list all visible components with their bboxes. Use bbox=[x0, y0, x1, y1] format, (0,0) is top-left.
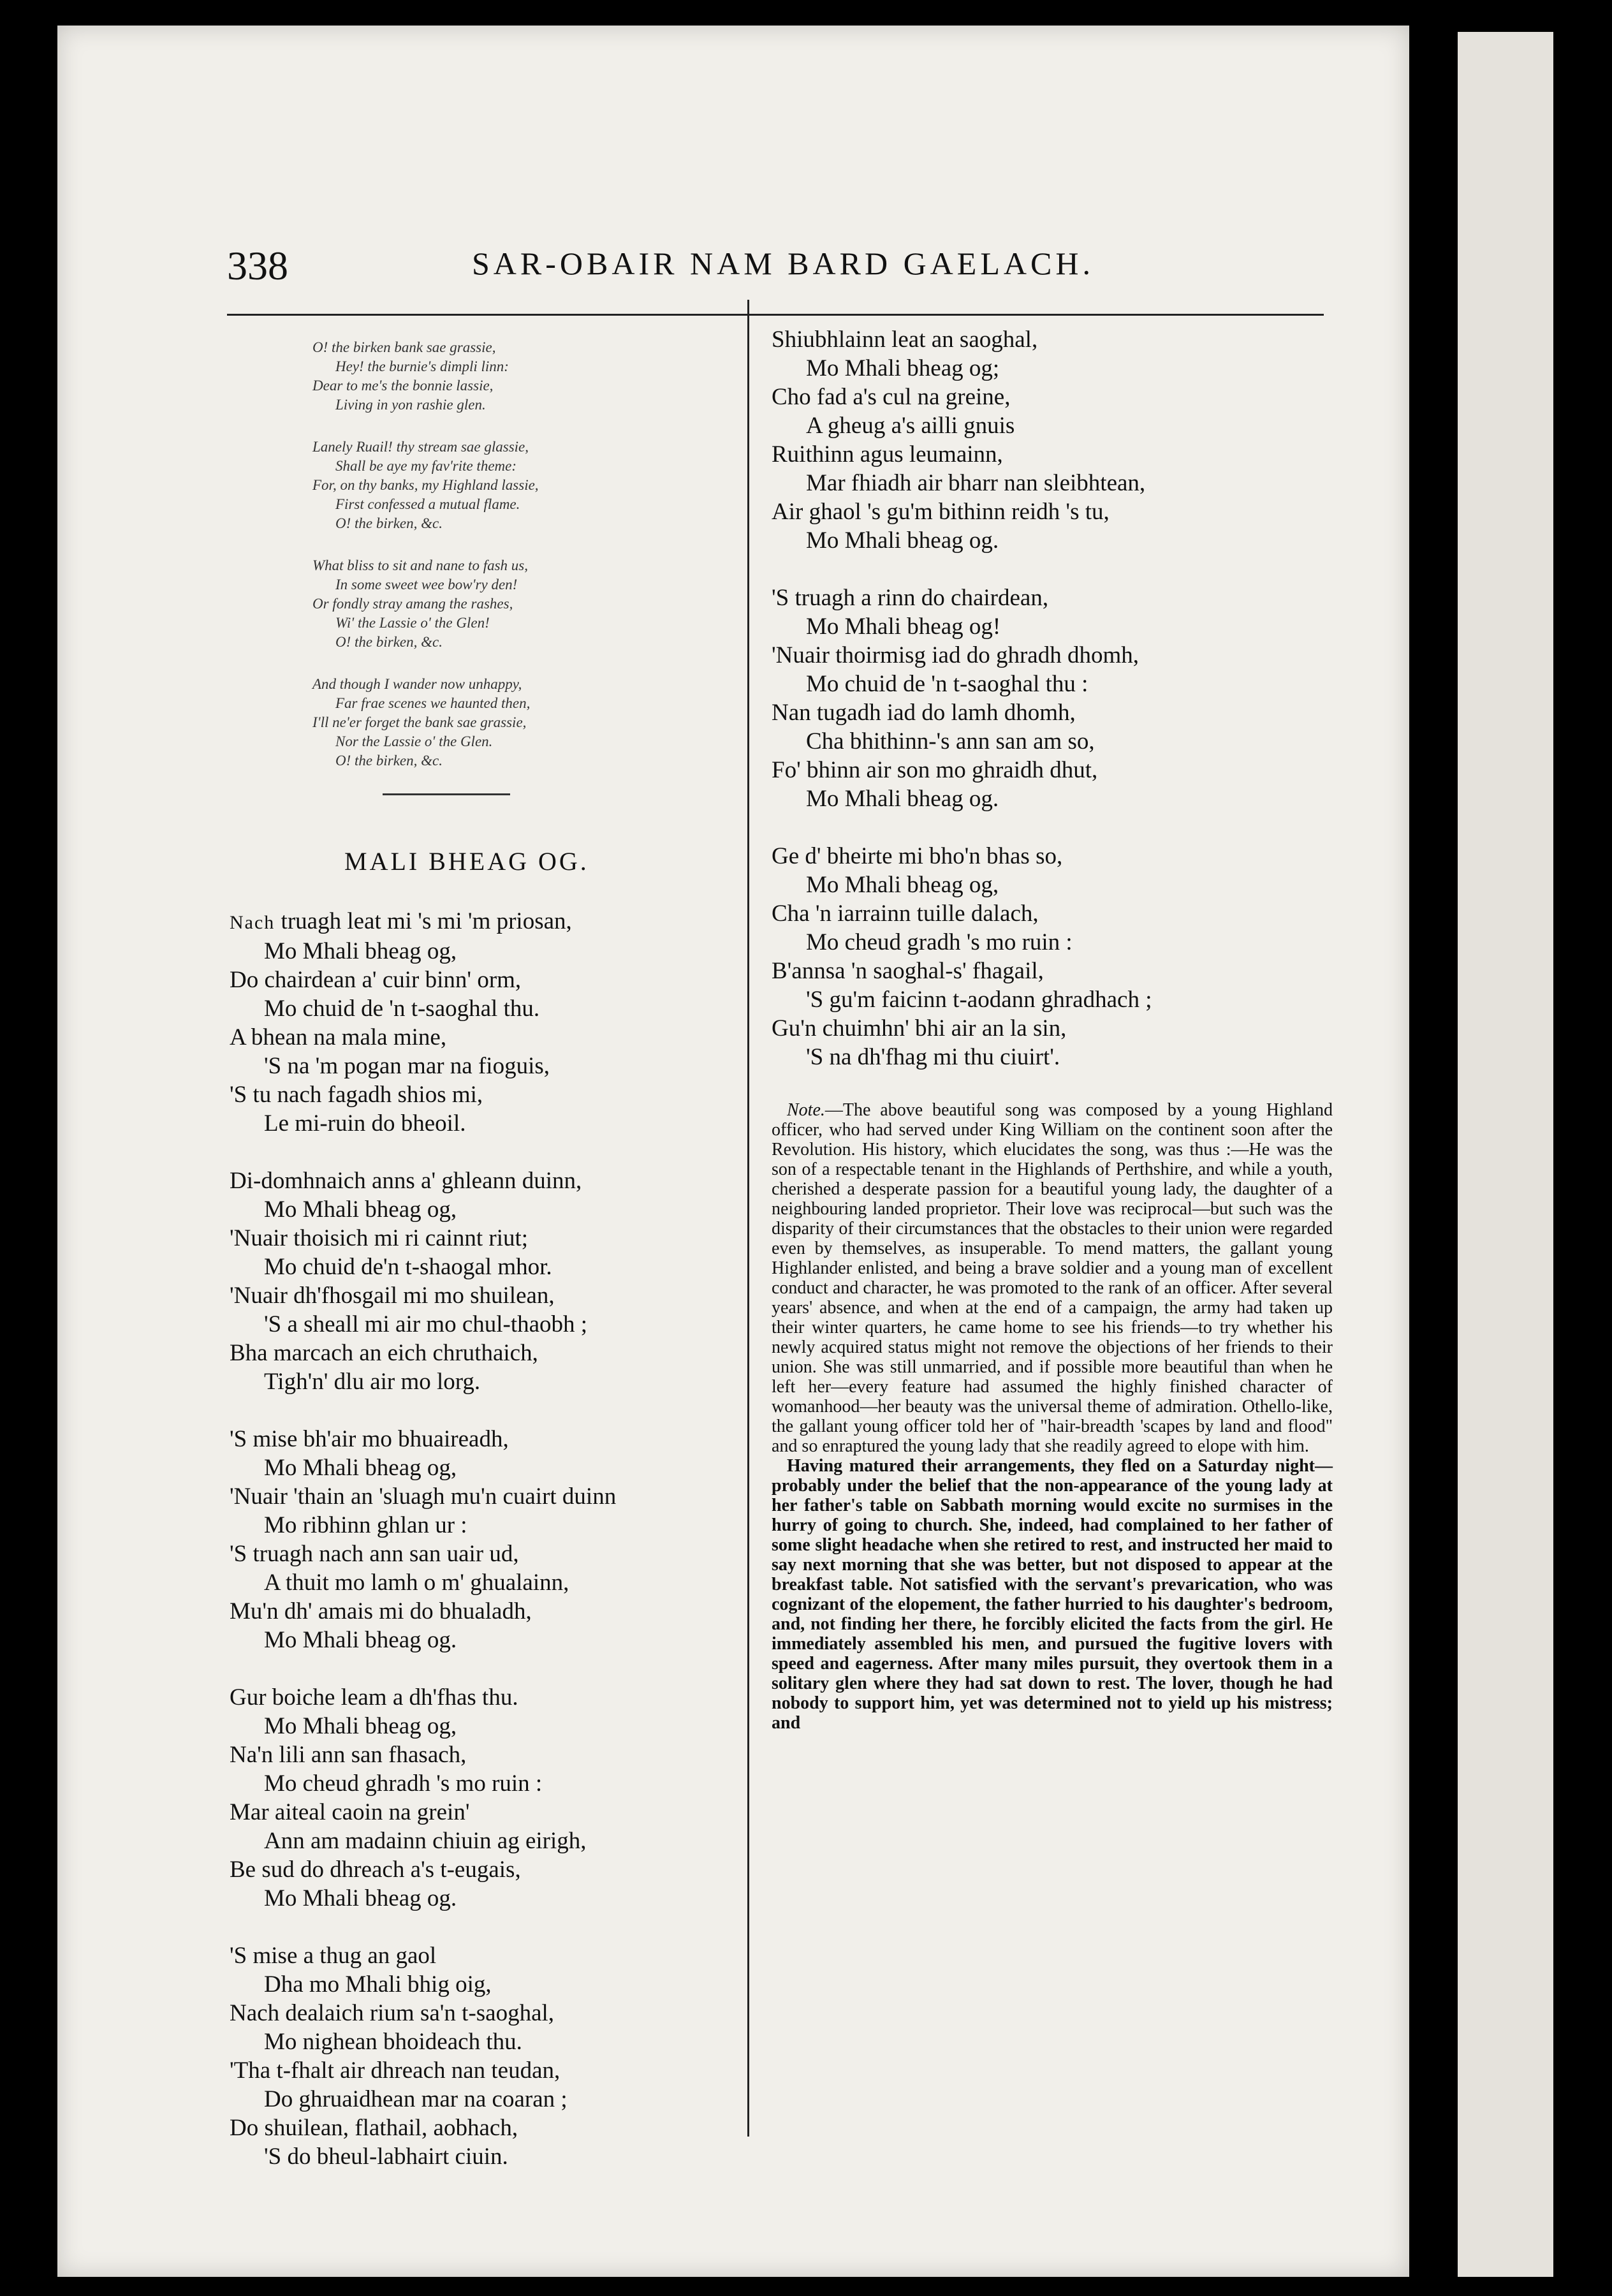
verse-line: Mo Mhali bheag og, bbox=[264, 1196, 457, 1223]
song-title: MALI BHEAG OG. bbox=[344, 847, 589, 876]
verse-line bbox=[230, 907, 740, 937]
verse-line: Mo Mhali bheag og! bbox=[806, 614, 1001, 640]
poem-stanza bbox=[230, 1425, 740, 1654]
verse-line: Lanely Ruail! thy stream sae glassie, bbox=[312, 439, 529, 455]
historical-note bbox=[772, 1100, 1333, 1733]
verse-line: 'S mise a thug an gaol bbox=[230, 1943, 437, 1969]
section-divider bbox=[383, 793, 510, 795]
scots-stanza bbox=[312, 556, 740, 652]
verse-line: Mo Mhali bheag og. bbox=[806, 786, 999, 812]
gaelic-poem-left bbox=[230, 907, 740, 2171]
poem-stanza bbox=[230, 1166, 740, 1396]
verse-line: Be sud do dhreach a's t-eugais, bbox=[230, 1857, 521, 1883]
verse-line: Mo Mhali bheag og. bbox=[806, 527, 999, 554]
verse-line: Mo cheud ghradh 's mo ruin : bbox=[264, 1770, 543, 1797]
note-paragraph: Having matured their arrangements, they fled on a Saturday night—probably under the belief that the non-appearance of the young lady at her father's table on Sabbath morning would excite no surmises in the hurry of going to church. She, indeed, had complained to her father of some slight headache when she retired to rest, and instructed her maid to say next morning that she was better, but not disposed to appear at the breakfast table. Not satisfied with the servant's prevarication, who was cognizant of the elopement, the father hurried to his daughter's bedroom, and, not finding her there, he forcibly elicited the facts from the girl. He immediately assembled his men, and pursued the fugitive lovers with speed and eagerness. After many miles pursuit, they overtook them in a solitary glen where they had sat down to rest. The lover, though he had nobody to support him, yet was determined not to yield up his mistress; and bbox=[772, 1456, 1333, 1733]
running-title: SAR-OBAIR NAM BARD GAELACH. bbox=[472, 246, 1094, 281]
verse-line: Living in yon rashie glen. bbox=[335, 397, 486, 413]
header-rule bbox=[227, 314, 1324, 316]
verse-line: 'S truagh nach ann san uair ud, bbox=[230, 1541, 519, 1567]
verse-line: 'Nuair 'thain an 'sluagh mu'n cuairt duinn bbox=[230, 1483, 617, 1510]
verse-line: Mo Mhali bheag og, bbox=[264, 1713, 457, 1739]
verse-line: And though I wander now unhappy, bbox=[312, 676, 522, 692]
poem-stanza bbox=[772, 325, 1333, 555]
verse-line: 'S mise bh'air mo bhuaireadh, bbox=[230, 1426, 509, 1452]
right-column bbox=[772, 325, 1333, 1733]
verse-line: In some sweet wee bow'ry den! bbox=[335, 577, 518, 592]
verse-line: For, on thy banks, my Highland lassie, bbox=[312, 477, 539, 493]
verse-line: Mo Mhali bheag og. bbox=[264, 1885, 457, 1911]
gaelic-poem-right bbox=[772, 325, 1333, 1071]
verse-line: 'Tha t-fhalt air dhreach nan teudan, bbox=[230, 2057, 561, 2084]
verse-line: Far frae scenes we haunted then, bbox=[335, 695, 531, 711]
note-label: Note. bbox=[787, 1100, 825, 1120]
verse-line: A bhean na mala mine, bbox=[230, 1024, 447, 1050]
verse-line: Mo chuid de'n t-shaogal mhor. bbox=[264, 1254, 552, 1280]
verse-line: Mo ribhinn ghlan ur : bbox=[264, 1512, 467, 1538]
verse-line: 'Nuair dh'fhosgail mi mo shuilean, bbox=[230, 1283, 555, 1309]
scots-stanza bbox=[312, 438, 740, 533]
verse-line: O! the birken bank sae grassie, bbox=[312, 339, 496, 355]
verse-line: Hey! the burnie's dimpli linn: bbox=[335, 358, 509, 374]
verse-line: O! the birken, &c. bbox=[335, 753, 443, 769]
verse-line: Dear to me's the bonnie lassie, bbox=[312, 378, 494, 394]
verse-line: Shiubhlainn leat an saoghal, bbox=[772, 327, 1038, 353]
verse-line: Mo cheud gradh 's mo ruin : bbox=[806, 929, 1073, 955]
verse-line: What bliss to sit and nane to fash us, bbox=[312, 557, 528, 573]
verse-line: Mo Mhali bheag og. bbox=[264, 1627, 457, 1653]
verse-line: Mu'n dh' amais mi do bhualadh, bbox=[230, 1598, 532, 1624]
verse-line: 'S na dh'fhag mi thu ciuirt'. bbox=[806, 1044, 1060, 1070]
first-line-text: truagh leat mi 's mi 'm priosan, bbox=[275, 908, 572, 934]
verse-line: 'S a sheall mi air mo chul-thaobh ; bbox=[264, 1311, 588, 1337]
verse-line: Shall be aye my fav'rite theme: bbox=[335, 458, 517, 474]
verse-line: Mo chuid de 'n t-saoghal thu. bbox=[264, 996, 540, 1022]
verse-line: Dha mo Mhali bhig oig, bbox=[264, 1971, 492, 1998]
verse-line: Mar aiteal caoin na grein' bbox=[230, 1799, 470, 1825]
verse-line: Nach dealaich rium sa'n t-saoghal, bbox=[230, 2000, 555, 2026]
verse-line: Mo Mhali bheag og, bbox=[264, 938, 457, 964]
verse-line: Tigh'n' dlu air mo lorg. bbox=[264, 1369, 481, 1395]
scots-song bbox=[312, 338, 740, 770]
column-divider bbox=[747, 300, 749, 2137]
note-paragraph bbox=[772, 1100, 1333, 1456]
verse-line: Mo chuid de 'n t-saoghal thu : bbox=[806, 671, 1088, 697]
verse-line: Mo nighean bhoideach thu. bbox=[264, 2029, 522, 2055]
verse-line: Mo Mhali bheag og; bbox=[806, 355, 1000, 381]
page-number: 338 bbox=[227, 243, 288, 288]
verse-line: Le mi-ruin do bheoil. bbox=[264, 1110, 466, 1137]
scots-stanza bbox=[312, 675, 740, 770]
verse-line: I'll ne'er forget the bank sae grassie, bbox=[312, 714, 527, 730]
poem-stanza bbox=[772, 584, 1333, 813]
scots-stanza bbox=[312, 338, 740, 415]
verse-line: A gheug a's ailli gnuis bbox=[806, 413, 1015, 439]
verse-line: Ruithinn agus leumainn, bbox=[772, 441, 1003, 467]
facing-page-edge bbox=[1458, 32, 1553, 2277]
verse-line: Do shuilean, flathail, aobhach, bbox=[230, 2115, 518, 2141]
verse-line: Do ghruaidhean mar na coaran ; bbox=[264, 2086, 568, 2112]
drop-word: Nach bbox=[230, 912, 275, 933]
verse-line: Ann am madainn chiuin ag eirigh, bbox=[264, 1828, 587, 1854]
verse-line: A thuit mo lamh o m' ghualainn, bbox=[264, 1570, 569, 1596]
verse-line: 'S tu nach fagadh shios mi, bbox=[230, 1082, 483, 1108]
verse-line: 'S gu'm faicinn t-aodann ghradhach ; bbox=[806, 987, 1152, 1013]
verse-line: Na'n lili ann san fhasach, bbox=[230, 1742, 467, 1768]
left-column bbox=[230, 338, 740, 2200]
verse-line: O! the birken, &c. bbox=[335, 634, 443, 650]
poem-stanza bbox=[230, 907, 740, 1138]
verse-line: 'Nuair thoirmisg iad do ghradh dhomh, bbox=[772, 642, 1139, 668]
verse-line: Gur boiche leam a dh'fhas thu. bbox=[230, 1684, 518, 1711]
verse-line: Cha bhithinn-'s ann san am so, bbox=[806, 728, 1095, 754]
verse-line: 'S na 'm pogan mar na fioguis, bbox=[264, 1053, 550, 1079]
verse-line: Fo' bhinn air son mo ghraidh dhut, bbox=[772, 757, 1098, 783]
verse-line: Nor the Lassie o' the Glen. bbox=[335, 733, 493, 749]
verse-line: Wi' the Lassie o' the Glen! bbox=[335, 615, 490, 631]
verse-line: 'Nuair thoisich mi ri cainnt riut; bbox=[230, 1225, 529, 1251]
verse-line: Di-domhnaich anns a' ghleann duinn, bbox=[230, 1168, 582, 1194]
note-text: —The above beautiful song was composed by a young Highland officer, who had served under King William on the continent soon after the Revolution. His history, which elucidates the song, was thus :—He was the son of a respectable tenant in the Highlands of Perthshire, and while a youth, cherished a desperate passion for a beautiful young lady, the daughter of a neighbouring landed proprietor. Their love was reciprocal—but such was the disparity of their circumstances that the obstacles to their union were regarded even by themselves, as insuperable. To mend matters, the gallant young Highlander enlisted, and being a brave soldier and a young man of excellent conduct and character, he was promoted to the rank of an officer. After several years' absence, and when at the end of a campaign, the army had taken up their winter quarters, he came home to see his friends—to try whether his newly acquired status might not remove the objections of her friends to their union. She was still unmarried, and if possible more beautiful than when he left her—every feature had assumed the highly finished character of womanhood—her beauty was the universal theme of admiration. Othello-like, the gallant young officer told her of "hair-breadth 'scapes by land and flood" and so enraptured the young lady that she readily agreed to elope with him. bbox=[772, 1100, 1333, 1456]
verse-line: B'annsa 'n saoghal-s' fhagail, bbox=[772, 958, 1044, 984]
verse-line: O! the birken, &c. bbox=[335, 515, 443, 531]
poem-stanza bbox=[772, 842, 1333, 1071]
verse-line: Ge d' bheirte mi bho'n bhas so, bbox=[772, 843, 1063, 869]
verse-line: Gu'n chuimhn' bhi air an la sin, bbox=[772, 1015, 1067, 1041]
verse-line: Air ghaol 's gu'm bithinn reidh 's tu, bbox=[772, 499, 1110, 525]
verse-line: Mo Mhali bheag og, bbox=[264, 1455, 457, 1481]
verse-line: Nan tugadh iad do lamh dhomh, bbox=[772, 700, 1076, 726]
verse-line: Cha 'n iarrainn tuille dalach, bbox=[772, 901, 1039, 927]
verse-line: Or fondly stray amang the rashes, bbox=[312, 596, 513, 612]
verse-line: First confessed a mutual flame. bbox=[335, 496, 520, 512]
poem-stanza bbox=[230, 1941, 740, 2171]
poem-stanza bbox=[230, 1683, 740, 1913]
verse-line: Mo Mhali bheag og, bbox=[806, 872, 999, 898]
verse-line: Mar fhiadh air bharr nan sleibhtean, bbox=[806, 470, 1146, 496]
verse-line: Cho fad a's cul na greine, bbox=[772, 384, 1011, 410]
verse-line: 'S truagh a rinn do chairdean, bbox=[772, 585, 1049, 611]
verse-line: 'S do bheul-labhairt ciuin. bbox=[264, 2144, 508, 2170]
verse-line: Do chairdean a' cuir binn' orm, bbox=[230, 967, 522, 993]
verse-line: Bha marcach an eich chruthaich, bbox=[230, 1340, 538, 1366]
